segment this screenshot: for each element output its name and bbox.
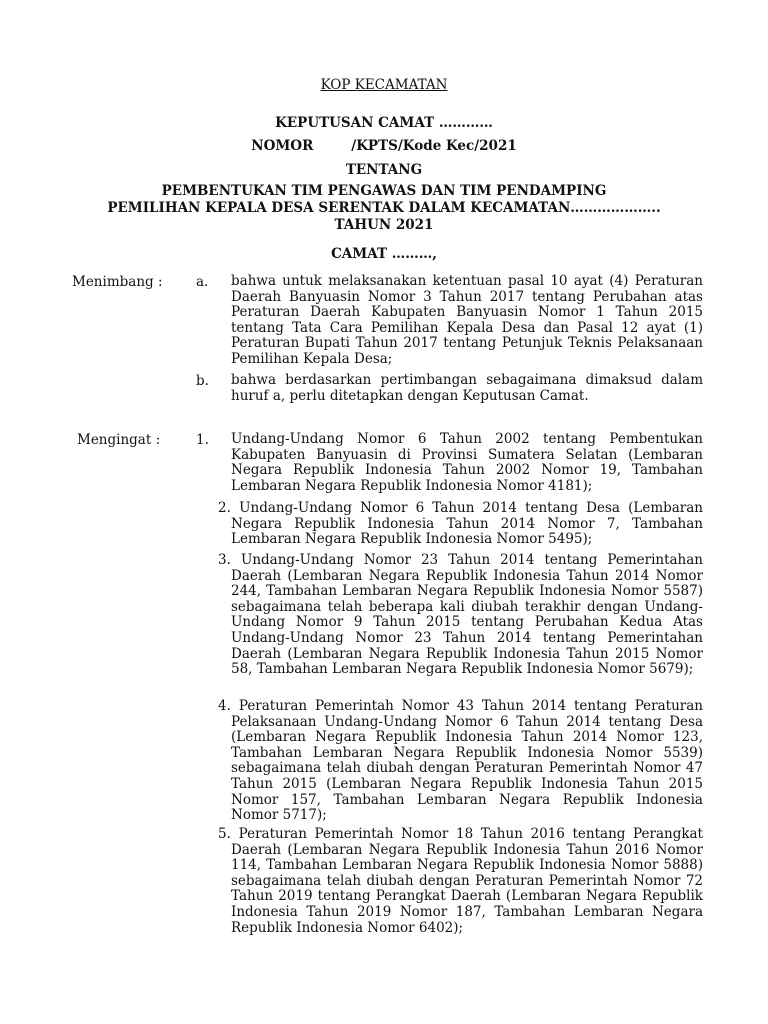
recalling-item <box>196 699 703 824</box>
issuer-heading: CAMAT ………, <box>331 246 437 262</box>
recalling-marker: 5. <box>218 826 231 842</box>
considering-marker: b. <box>196 373 209 389</box>
recalling-marker: 2. <box>218 500 231 516</box>
decree-title-line: PEMBENTUKAN TIM PENGAWAS DAN TIM PENDAMPING <box>161 183 607 199</box>
recalling-item-text: Undang-Undang Nomor 6 Tahun 2014 tentang Desa (Lembaran Negara Republik Indonesia Tahun 2014 Nomor 7, Tambahan Lembaran Negara Republik Indonesia Nomor 5495); <box>231 500 704 548</box>
decree-title-line: PEMILIHAN KEPALA DESA SERENTAK DALAM KECAMATAN……………….. <box>107 200 661 216</box>
considering-item: bahwa berdasarkan pertimbangan sebagaimana dimaksud dalam huruf a, perlu ditetapkan dengan Keputusan Camat. <box>231 372 703 404</box>
decree-heading: KEPUTUSAN CAMAT ………… <box>275 115 493 131</box>
decree-number <box>0 138 768 154</box>
considering-marker: a. <box>196 274 209 290</box>
recalling-marker: 4. <box>218 698 231 714</box>
recalling-marker: 3. <box>218 552 231 568</box>
considering-label: Menimbang : <box>72 274 163 290</box>
letterhead-placeholder: KOP KECAMATAN <box>320 77 448 93</box>
about-heading: TENTANG <box>345 162 423 178</box>
recalling-item: Undang-Undang Nomor 6 Tahun 2002 tentang Pembentukan Kabupaten Banyuasin di Provinsi Sumatera Selatan (Lembaran Negara Republik Indonesia Tahun 2002 Nomor 19, Tambahan Lembaran Negara Republik Indonesia Nomor 4181); <box>231 431 703 494</box>
recalling-item-text: Undang-Undang Nomor 23 Tahun 2014 tentang Pemerintahan Daerah (Lembaran Negara Republik Indonesia Tahun 2014 Nomor 244, Tambahan Lembaran Negara Republik Indonesia Nomor 5587) sebagaimana telah beberapa kali diubah terakhir dengan Undang-Undang Nomor 9 Tahun 2015 tentang Perubahan Kedua Atas Undang-Undang Nomor 23 Tahun 2014 tentang Pemerintahan Daerah (Lembaran Negara Republik Indonesia Tahun 2015 Nomor 58, Tambahan Lembaran Negara Republik Indonesia Nomor 5679); <box>231 552 703 678</box>
recalling-item <box>196 553 703 678</box>
considering-item: bahwa untuk melaksanakan ketentuan pasal 10 ayat (4) Peraturan Daerah Banyuasin Nomor 3 Tahun 2017 tentang Perubahan atas Peraturan Daerah Kabupaten Banyuasin Nomor 1 Tahun 2015 tentang Tata Cara Pemilihan Kepala Desa dan Pasal 12 ayat (1) Peraturan Bupati Tahun 2017 tentang Petunjuk Teknis Pelaksanaan Pemilihan Kepala Desa; <box>231 273 703 367</box>
recalling-item <box>196 501 703 548</box>
recalling-marker: 1. <box>196 432 209 448</box>
decree-title <box>0 183 768 234</box>
decree-title-line: TAHUN 2021 <box>334 217 434 233</box>
recalling-item-text: Peraturan Pemerintah Nomor 18 Tahun 2016 tentang Perangkat Daerah (Lembaran Negara Republik Indonesia Tahun 2016 Nomor 114, Tambahan Lembaran Negara Republik Indonesia Nomor 5888) sebagaimana telah diubah dengan Peraturan Pemerintah Nomor 72 Tahun 2019 tentang Perangkat Daerah (Lembaran Negara Republik Indonesia Tahun 2019 Nomor 187, Tambahan Lembaran Negara Republik Indonesia Nomor 6402); <box>231 826 703 936</box>
decree-number-label: NOMOR <box>251 138 314 154</box>
decree-number-value: /KPTS/Kode Kec/2021 <box>351 138 517 154</box>
recalling-item-text: Peraturan Pemerintah Nomor 43 Tahun 2014 tentang Peraturan Pelaksanaan Undang-Undang Nomor 6 Tahun 2014 tentang Desa (Lembaran Negara Republik Indonesia Tahun 2014 Nomor 123, Tambahan Lembaran Negara Republik Indonesia Nomor 5539) sebagaimana telah diubah dengan Peraturan Pemerintah Nomor 47 Tahun 2015 (Lembaran Negara Republik Indonesia Tahun 2015 Nomor 157, Tambahan Lembaran Negara Republik Indonesia Nomor 5717); <box>231 698 703 824</box>
recalling-item <box>196 827 703 936</box>
recalling-label: Mengingat : <box>77 432 161 448</box>
